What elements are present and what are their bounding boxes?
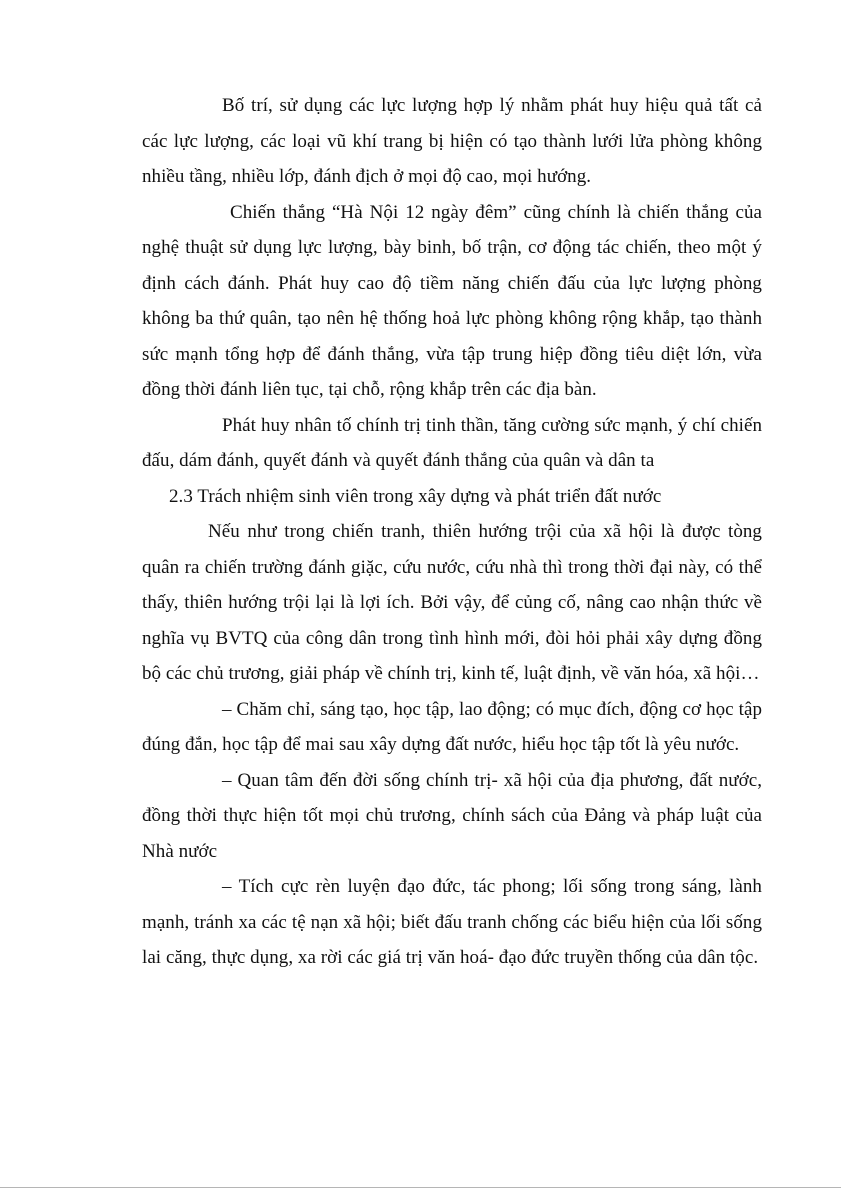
list-item-ethics: – Tích cực rèn luyện đạo đức, tác phong; lối sống trong sáng, lành mạnh, tránh xa các tệ nạn xã hội; biết đấu tranh chống các biểu hiện của lối sống lai căng, thực dụng, xa rời các giá trị văn hoá- đạo đức truyền thống của dân tộc. [142, 876, 762, 968]
list-item-political-life: – Quan tâm đến đời sống chính trị- xã hội của địa phương, đất nước, đồng thời thực hiện tốt mọi chủ trương, chính sách của Đảng và pháp luật của Nhà nước [142, 769, 762, 862]
paragraph-political-spirit: Phát huy nhân tố chính trị tinh thần, tăng cường sức mạnh, ý chí chiến đấu, dám đánh, quyết đánh và quyết đánh thắng của quân và dân ta [142, 414, 762, 471]
list-item-study: – Chăm chỉ, sáng tạo, học tập, lao động; có mục đích, động cơ học tập đúng đắn, học tập để mai sau xây dựng đất nước, hiểu học tập tốt là yêu nước. [142, 698, 762, 755]
paragraph-student-duty-intro: Nếu như trong chiến tranh, thiên hướng trội của xã hội là được tòng quân ra chiến trường đánh giặc, cứu nước, cứu nhà thì trong thời đại này, có thể thấy, thiên hướng trội lại là lợi ích. Bởi vậy, để củng cố, nâng cao nhận thức về nghĩa vụ BVTQ của công dân trong tình hình mới, đòi hỏi phải xây dựng đồng bộ các chủ trương, giải pháp về chính trị, kinh tế, luật định, về văn hóa, xã hội… [142, 521, 762, 684]
document-body [142, 88, 762, 976]
paragraph-force-deployment: Bố trí, sử dụng các lực lượng hợp lý nhằm phát huy hiệu quả tất cả các lực lượng, các loại vũ khí trang bị hiện có tạo thành lưới lửa phòng không nhiều tầng, nhiều lớp, đánh địch ở mọi độ cao, mọi hướng. [142, 95, 762, 187]
page-bottom-rule [0, 1187, 841, 1188]
section-heading: 2.3 Trách nhiệm sinh viên trong xây dựng và phát triển đất nước [169, 485, 662, 507]
paragraph-hanoi-victory: Chiến thắng “Hà Nội 12 ngày đêm” cũng chính là chiến thắng của nghệ thuật sử dụng lực lượng, bày binh, bố trận, cơ động tác chiến, theo một ý định cách đánh. Phát huy cao độ tiềm năng chiến đấu của lực lượng phòng không ba thứ quân, tạo nên hệ thống hoả lực phòng không rộng khắp, tạo thành sức mạnh tổng hợp để đánh thắng, vừa tập trung hiệp đồng tiêu diệt lớn, vừa đồng thời đánh liên tục, tại chỗ, rộng khắp trên các địa bàn. [142, 201, 762, 400]
